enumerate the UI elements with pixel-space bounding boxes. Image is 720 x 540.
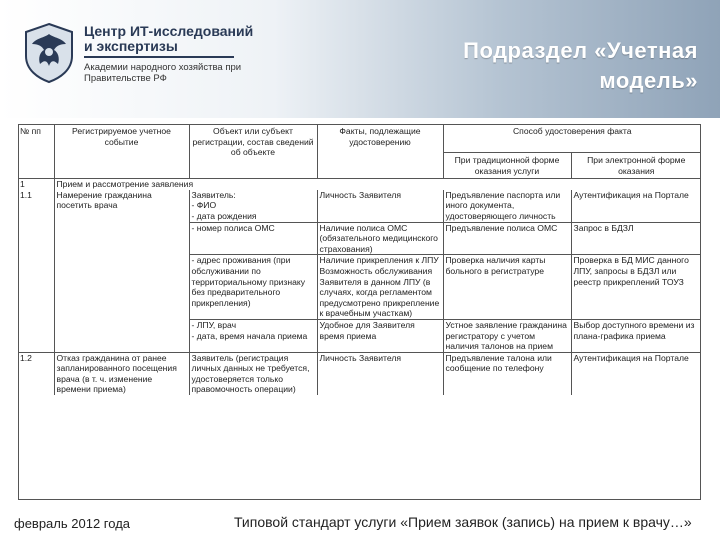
cell-facts: Личность Заявителя: [317, 352, 443, 395]
cell-num: [18, 255, 54, 320]
footer-caption: Типовой стандарт услуги «Прием заявок (запись) на прием к врачу…»: [234, 514, 692, 530]
cell-electronic: Запрос в БДЗЛ: [571, 222, 701, 255]
cell-num: 1.1: [20, 189, 32, 200]
cell-facts: Наличие прикрепления к ЛПУ Возможность обслуживания Заявителя в данном ЛПУ (в случаях, когда регламентом предусмотрено прикрепление к врачебным участкам): [317, 255, 443, 320]
slide-title: Подраздел «Учетная модель»: [463, 38, 698, 93]
cell-num: 1.2: [18, 352, 54, 395]
cell-object: Заявитель: - ФИО - дата рождения: [189, 190, 317, 222]
cell-traditional: Проверка наличия карты больного в регистратуре: [443, 255, 571, 320]
cell-object: - номер полиса ОМС: [189, 222, 317, 255]
cell-electronic: Аутентификация на Портале: [571, 190, 701, 222]
cell-traditional: Предъявление паспорта или иного документа, удостоверяющего личность: [443, 190, 571, 222]
organization-name: Центр ИТ-исследований и экспертизы: [84, 23, 254, 54]
cell-event: Прием и рассмотрение заявления: [54, 179, 701, 190]
cell-event: [54, 319, 189, 352]
table-row: [18, 190, 701, 222]
cell-facts: Наличие полиса ОМС (обязательного медицинского страхования): [317, 222, 443, 255]
cell-electronic: Проверка в БД МИС данного ЛПУ, запросы в БДЗЛ или реестр прикреплений ТОУЗ: [571, 255, 701, 320]
cell-event: [54, 222, 189, 255]
cell-traditional: Устное заявление гражданина регистратору с учетом наличия талонов на прием: [443, 319, 571, 352]
table-row: [18, 222, 701, 255]
cell-num: [18, 319, 54, 352]
slide-header: [0, 0, 720, 118]
eagle-emblem-icon: [22, 22, 76, 84]
cell-facts: Удобное для Заявителя время приема: [317, 319, 443, 352]
cell-num: [18, 222, 54, 255]
cell-num: 1: [18, 179, 54, 190]
accounting-model-table: [18, 124, 701, 395]
header-traditional: При традиционной форме оказания услуги: [443, 153, 571, 179]
cell-event: Намерение гражданина посетить врача: [54, 190, 189, 222]
cell-electronic: Выбор доступного времени из плана-графика приема: [571, 319, 701, 352]
cell-traditional: Предъявление полиса ОМС: [443, 222, 571, 255]
organization-logo: [20, 18, 254, 100]
cell-object: Заявитель (регистрация личных данных не требуется, удостоверяется только правомочность операции): [189, 352, 317, 395]
footer-date: февраль 2012 года: [14, 516, 131, 531]
cell-object: - ЛПУ, врач - дата, время начала приема: [189, 319, 317, 352]
cell-event: [54, 255, 189, 320]
organization-subtitle: Академии народного хозяйства при Правительстве РФ: [84, 62, 242, 84]
table-row: [18, 179, 701, 190]
header-facts: Факты, подлежащие удостоверению: [317, 124, 443, 179]
cell-event: Отказ гражданина от ранее запланированного посещения врача (в т. ч. изменение времени приема): [54, 352, 189, 395]
cell-electronic: Аутентификация на Портале: [571, 352, 701, 395]
table-row: [18, 255, 701, 320]
header-num: № пп: [20, 126, 41, 136]
table-row: [18, 352, 701, 395]
cell-traditional: Предъявление талона или сообщение по телефону: [443, 352, 571, 395]
header-event: Регистрируемое учетное событие: [54, 124, 189, 179]
logo-divider: [84, 56, 234, 58]
header-method: Способ удостоверения факта: [443, 124, 701, 153]
header-electronic: При электронной форме оказания: [571, 153, 701, 179]
table-row: [18, 319, 701, 352]
header-object: Объект или субъект регистрации, состав сведений об объекте: [189, 124, 317, 179]
cell-facts: Личность Заявителя: [317, 190, 443, 222]
cell-object: - адрес проживания (при обслуживании по территориальному признаку без предварительного прикрепления): [189, 255, 317, 320]
